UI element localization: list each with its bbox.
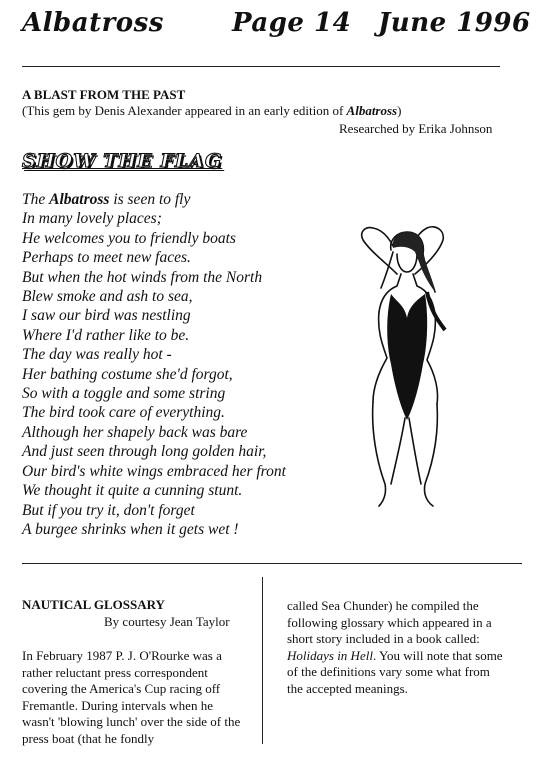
poem-line: Her bathing costume she'd forgot, xyxy=(22,365,233,383)
glossary-byline: By courtesy Jean Taylor xyxy=(104,614,230,629)
poem-line: In many lovely places; xyxy=(22,210,162,228)
glossary-title: NAUTICAL GLOSSARY xyxy=(22,597,165,612)
poem-line: The day was really hot - xyxy=(22,346,172,364)
poem-line: Our bird's white wings embraced her front xyxy=(22,462,286,480)
poem-line: The Albatross is seen to fly xyxy=(22,191,191,208)
poem xyxy=(22,190,286,539)
section-rule xyxy=(22,563,522,564)
article-title: A BLAST FROM THE PAST xyxy=(22,87,186,102)
page-number: Page 14 xyxy=(232,8,352,38)
poem-line: We thought it quite a cunning stunt. xyxy=(22,482,243,500)
poem-line: But if you try it, don't forget xyxy=(22,501,195,519)
poem-line: A burgee shrinks when it gets wet ! xyxy=(22,520,239,538)
article-subtitle: (This gem by Denis Alexander appeared in an early edition of Albatross) xyxy=(22,103,402,118)
masthead-title: Albatross xyxy=(22,8,164,38)
poem-line: I saw our bird was nestling xyxy=(22,307,191,325)
poem-line: So with a toggle and some string xyxy=(22,385,226,403)
glossary-left-column xyxy=(22,648,248,747)
poem-title: SHOW THE FLAG xyxy=(22,150,223,172)
researched-by: Researched by Erika Johnson xyxy=(339,121,493,136)
masthead-rule xyxy=(22,66,500,67)
glossary-right-column: called Sea Chunder) he compiled the following glossary which appeared in a short story included in a book called: Holidays in Hell. You will note that some of the definitions vary some what from the accepted meanings. xyxy=(287,598,503,696)
column-divider xyxy=(262,577,263,744)
issue-date: June 1996 xyxy=(378,8,531,38)
poem-line: Blew smoke and ash to sea, xyxy=(22,288,193,306)
poem-line: But when the hot winds from the North xyxy=(22,268,263,286)
book-title: Holidays in Hell xyxy=(287,647,373,663)
poem-line: Although her shapely back was bare xyxy=(22,423,248,441)
poem-line: And just seen through long golden hair, xyxy=(22,443,267,461)
poem-line: The bird took care of everything. xyxy=(22,404,225,422)
poem-line: Perhaps to meet new faces. xyxy=(22,249,191,267)
poem-line: Where I'd rather like to be. xyxy=(22,326,190,344)
poem-line: He welcomes you to friendly boats xyxy=(22,229,236,247)
glossary-left-text: In February 1987 P. J. O'Rourke was a rather reluctant press correspondent covering the America's Cup racing off Fremantle. During intervals when he wasn't 'blowing lunch' over the side of the press boat (that he fondly xyxy=(22,648,241,746)
woman-illustration xyxy=(335,222,475,512)
